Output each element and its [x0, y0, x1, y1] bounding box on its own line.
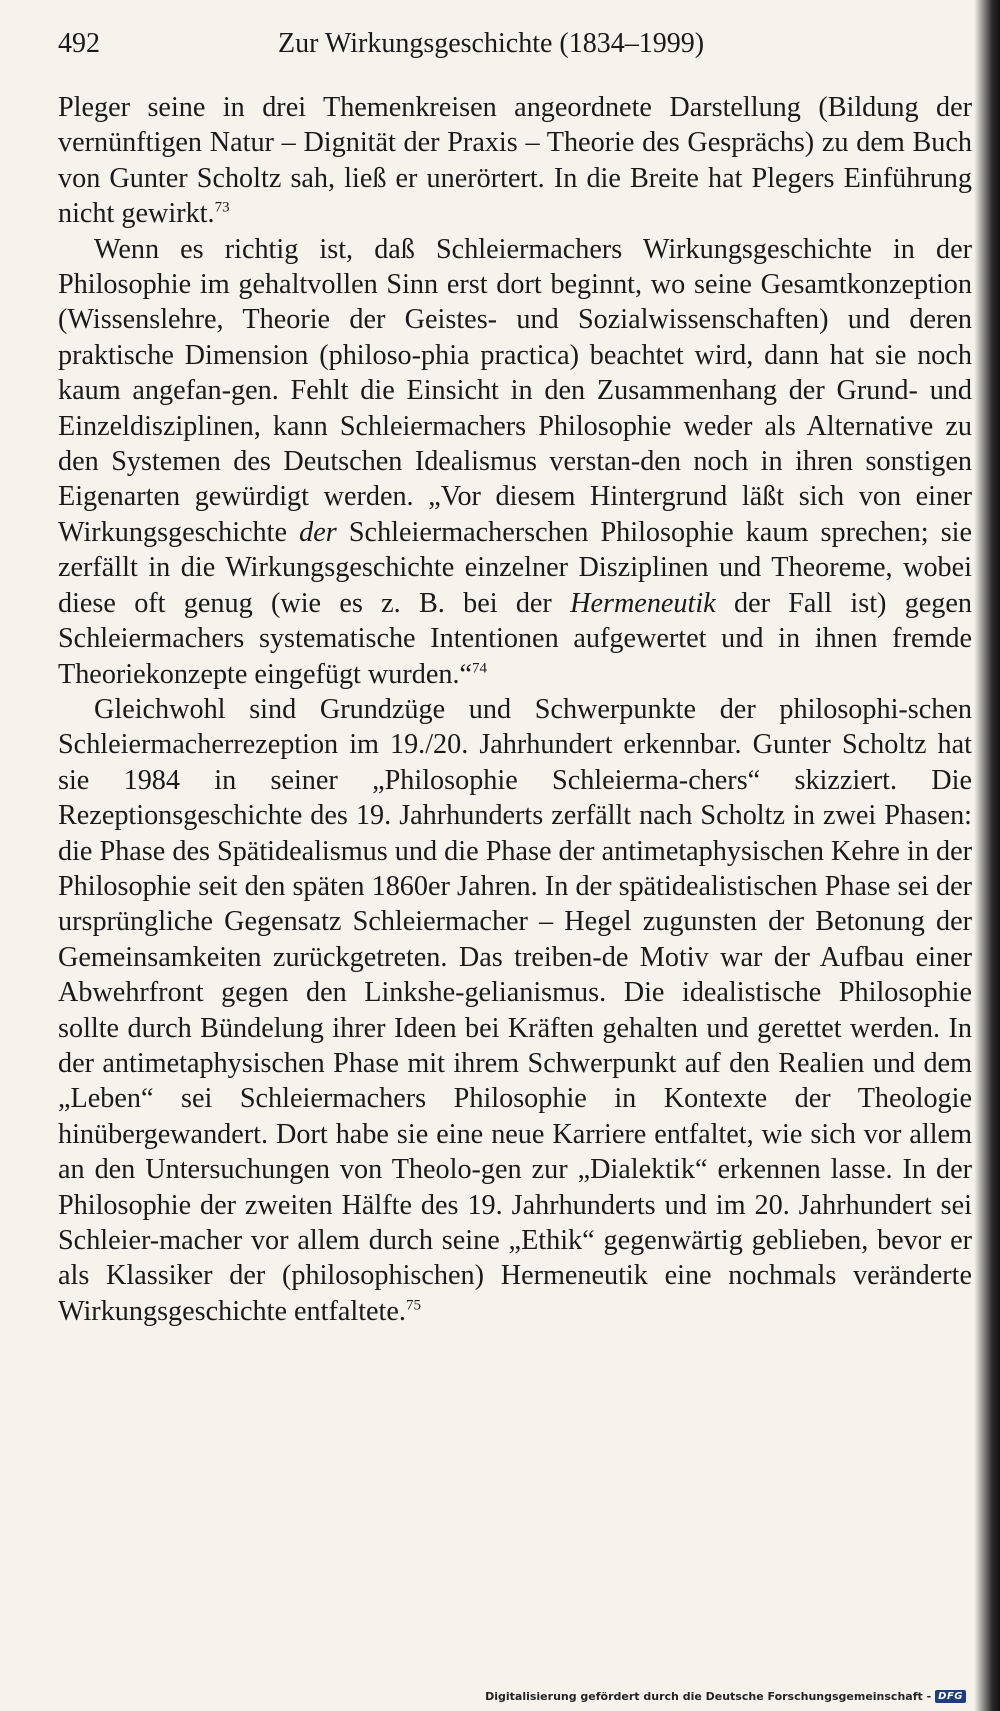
paragraph-text: Gleichwohl sind Grundzüge und Schwerpunkte der philosophi-schen Schleiermacherrezeption im 19./20. Jahrhundert erkennbar. Gunter Scholtz hat sie 1984 in seiner „Philosophie Schleierma-chers“ skizziert. Die Rezeptionsgeschichte des 19. Jahrhunderts zerfällt nach Scholtz in zwei Phasen: die Phase des Spätidealismus und die Phase der antimetaphysischen Kehre in der Philosophie seit den späten 1860er Jahren. In der spätidealistischen Phase sei der ursprüngliche Gegensatz Schleiermacher – Hegel zugunsten der Betonung der Gemeinsamkeiten zurückgetreten. Das treiben-de Motiv war der Aufbau einer Abwehrfront gegen den Linkshe-gelianismus. Die idealistische Philosophie sollte durch Bündelung ihrer Ideen bei Kräften gehalten und gerettet werden. In der antimetaphysischen Phase mit ihrem Schwerpunkt auf den Realien und dem „Leben“ sei Schleiermachers Philosophie in Kontexte der Theologie hinübergewandert. Dort habe sie eine neue Karriere entfaltet, wie sich vor allem an den Untersuchungen von Theolo-gen zur „Dialektik“ erkennen lasse. In der Philosophie der zweiten Hälfte des 19. Jahrhunderts und im 20. Jahrhundert sei Schleier-macher vor allem durch seine „Ethik“ gegenwärtig geblieben, bevor er als Klassiker der (philosophischen) Hermeneutik eine nochmals veränderte Wirkungsgeschichte entfaltete.	[58, 693, 972, 1327]
paragraph-text: Wenn es richtig ist, daß Schleiermachers Wirkungsgeschichte in der Philosophie im gehaltvollen Sinn erst dort beginnt, wo seine Gesamtkonzeption (Wissenslehre, Theorie der Geistes- und Sozialwissenschaften) und deren praktische Dimension (philoso-phia practica) beachtet wird, dann hat sie noch kaum angefan-gen. Fehlt die Einsicht in den Zusammenhang der Grund- und Einzeldisziplinen, kann Schleiermachers Philosophie weder als Alternative zu den Systemen des Deutschen Idealismus verstan-den noch in ihren sonstigen Eigenarten gewürdigt werden. „Vor diesem Hintergrund läßt sich von einer Wirkungsgeschichte	[58, 233, 972, 548]
footnote-ref-74: 74	[472, 660, 488, 677]
emphasis-der: der	[299, 516, 337, 548]
paragraph-text: Schleiermacherschen Philosophie kaum sprechen; sie zerfällt in die Wirkungsgeschichte einzelner Disziplinen und Theoreme, wobei diese oft genug (wie es z. B. bei der	[58, 516, 973, 619]
body-text	[58, 90, 972, 1329]
page-header	[58, 28, 978, 68]
digitization-footer	[485, 1685, 966, 1707]
running-title: Zur Wirkungsgeschichte (1834–1999)	[278, 28, 705, 59]
paragraph-text: Pleger seine in drei Themenkreisen angeordnete Darstellung (Bildung der vernünftigen Natur – Dignität der Praxis – Theorie des Gesprächs) zu dem Buch von Gunter Scholtz sah, ließ er unerörtert. In die Breite hat Plegers Einführung nicht gewirkt.	[58, 92, 972, 230]
paragraph-3	[58, 692, 972, 1329]
paragraph-1	[58, 90, 972, 232]
dfg-logo: DFG	[935, 1690, 966, 1703]
footnote-ref-73: 73	[214, 199, 230, 216]
paragraph-2	[58, 232, 972, 692]
page-edge-shadow	[974, 0, 1000, 1711]
emphasis-hermeneutik: Hermeneutik	[570, 587, 716, 619]
footer-text: Digitalisierung gefördert durch die Deutsche Forschungsgemeinschaft -	[485, 1689, 932, 1703]
page-number: 492	[58, 28, 100, 59]
paragraph-text: der Fall ist) gegen Schleiermachers systematische Intentionen aufgewertet und in ihnen fremde Theoriekonzepte eingefügt wurden.“	[58, 587, 973, 690]
footnote-ref-75: 75	[405, 1297, 421, 1314]
